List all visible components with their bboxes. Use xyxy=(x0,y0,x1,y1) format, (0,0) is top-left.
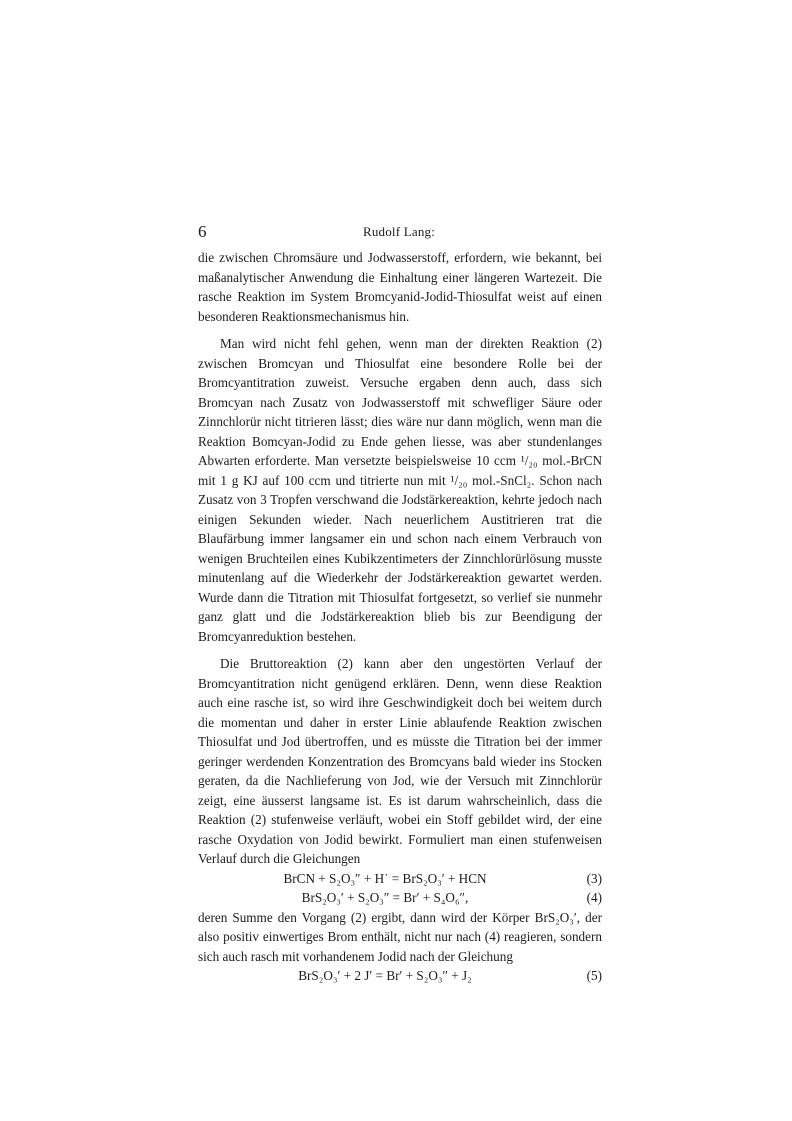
equation-text: BrCN + S₂O₃″ + H˙ = BrS₂O₃′ + HCN xyxy=(283,870,487,886)
paragraph-1: die zwischen Chromsäure und Jodwasserstoff, erfordern, wie bekannt, bei maßanalytischer Anwendung die Einhaltung einer längeren Wartezeit. Die rasche Reaktion im System Bromcyanid-Jodid-Thiosulfat weist auf einen besonderen Reaktionsmechanismus hin. xyxy=(198,250,602,324)
page-header xyxy=(198,222,600,242)
equation-number: (3) xyxy=(586,870,602,886)
body-text xyxy=(198,248,602,986)
equation-number: (4) xyxy=(586,890,602,905)
equation-4 xyxy=(198,888,602,908)
paragraph-2: Man wird nicht fehl gehen, wenn man der direkten Reaktion (2) zwischen Bromcyan und Thiosulfat eine besondere Rolle bei der Bromcyantitration zuweist. Versuche ergaben denn auch, dass sich Bromcyan nach Zusatz von Jodwasserstoff mit schwefliger Säure oder Zinnchlorür nicht titrieren lässt; dies wäre nur dann möglich, wenn man die Reaktion Bomcyan-Jodid zu Ende gehen liesse, was aber stundenlanges Abwarten erforderte. Man versetzte beispielsweise 10 ccm ¹/₂₀ mol.-BrCN mit 1 g KJ auf 100 ccm und titrierte nun mit ¹/₂₀ mol.-SnCl₂. Schon nach Zusatz von 3 Tropfen verschwand die Jodstärkereaktion, kehrte jedoch nach einigen Sekunden wieder. Nach neuerlichem Austitrieren trat die Blaufärbung immer langsamer ein und schon nach einem Verbrauch von wenigen Bruchteilen eines Kubikzentimeters der Zinnchlorürlösung musste minutenlang auf die Wiederkehr der Jodstärkereaktion gewartet werden. Wurde dann die Titration mit Thiosulfat fortgesetzt, so verlief sie nunmehr ganz glatt und die Jodstärkereaktion blieb bis zur Beendigung der Bromcyanreduktion bestehen. xyxy=(198,336,602,644)
equation-5 xyxy=(198,966,602,986)
equation-text: BrS₂O₃′ + 2 J′ = Br′ + S₂O₃″ + J₂ xyxy=(298,968,472,983)
page-number: 6 xyxy=(198,222,207,241)
paragraph-3: Die Bruttoreaktion (2) kann aber den ungestörten Verlauf der Bromcyantitration nicht genügend erklären. Denn, wenn diese Reaktion auch eine rasche ist, so wird ihre Geschwindigkeit doch bei weitem durch die momentan und daher in erster Linie ablaufende Reaktion zwischen Thiosulfat und Jod übertroffen, und es müsste die Titration bei der immer geringer werdenden Konzentration des Bromcyans bald wieder ins Stocken geraten, da die Nachlieferung von Jod, wie der Versuch mit Zinnchlorür zeigt, eine äusserst langsame ist. Es ist darum wahrscheinlich, dass die Reaktion (2) stufenweise verläuft, wobei ein Stoff gebildet wird, der eine rasche Oxydation von Jodid bewirkt. Formuliert man einen stufenweisen Verlauf durch die Gleichungen xyxy=(198,656,602,866)
equation-text: BrS₂O₃′ + S₂O₃″ = Br′ + S₄O₆″, xyxy=(301,890,469,905)
continuation-text: deren Summe den Vorgang (2) ergibt, dann wird der Körper BrS₂O₃′, der also positiv einwertiges Brom enthält, nicht nur nach (4) reagieren, sondern sich auch rasch mit vorhandenem Jodid nach der Gleichung xyxy=(198,909,602,964)
equation-3 xyxy=(198,869,602,889)
running-head: Rudolf Lang: xyxy=(362,224,436,239)
equation-number: (5) xyxy=(586,968,602,983)
